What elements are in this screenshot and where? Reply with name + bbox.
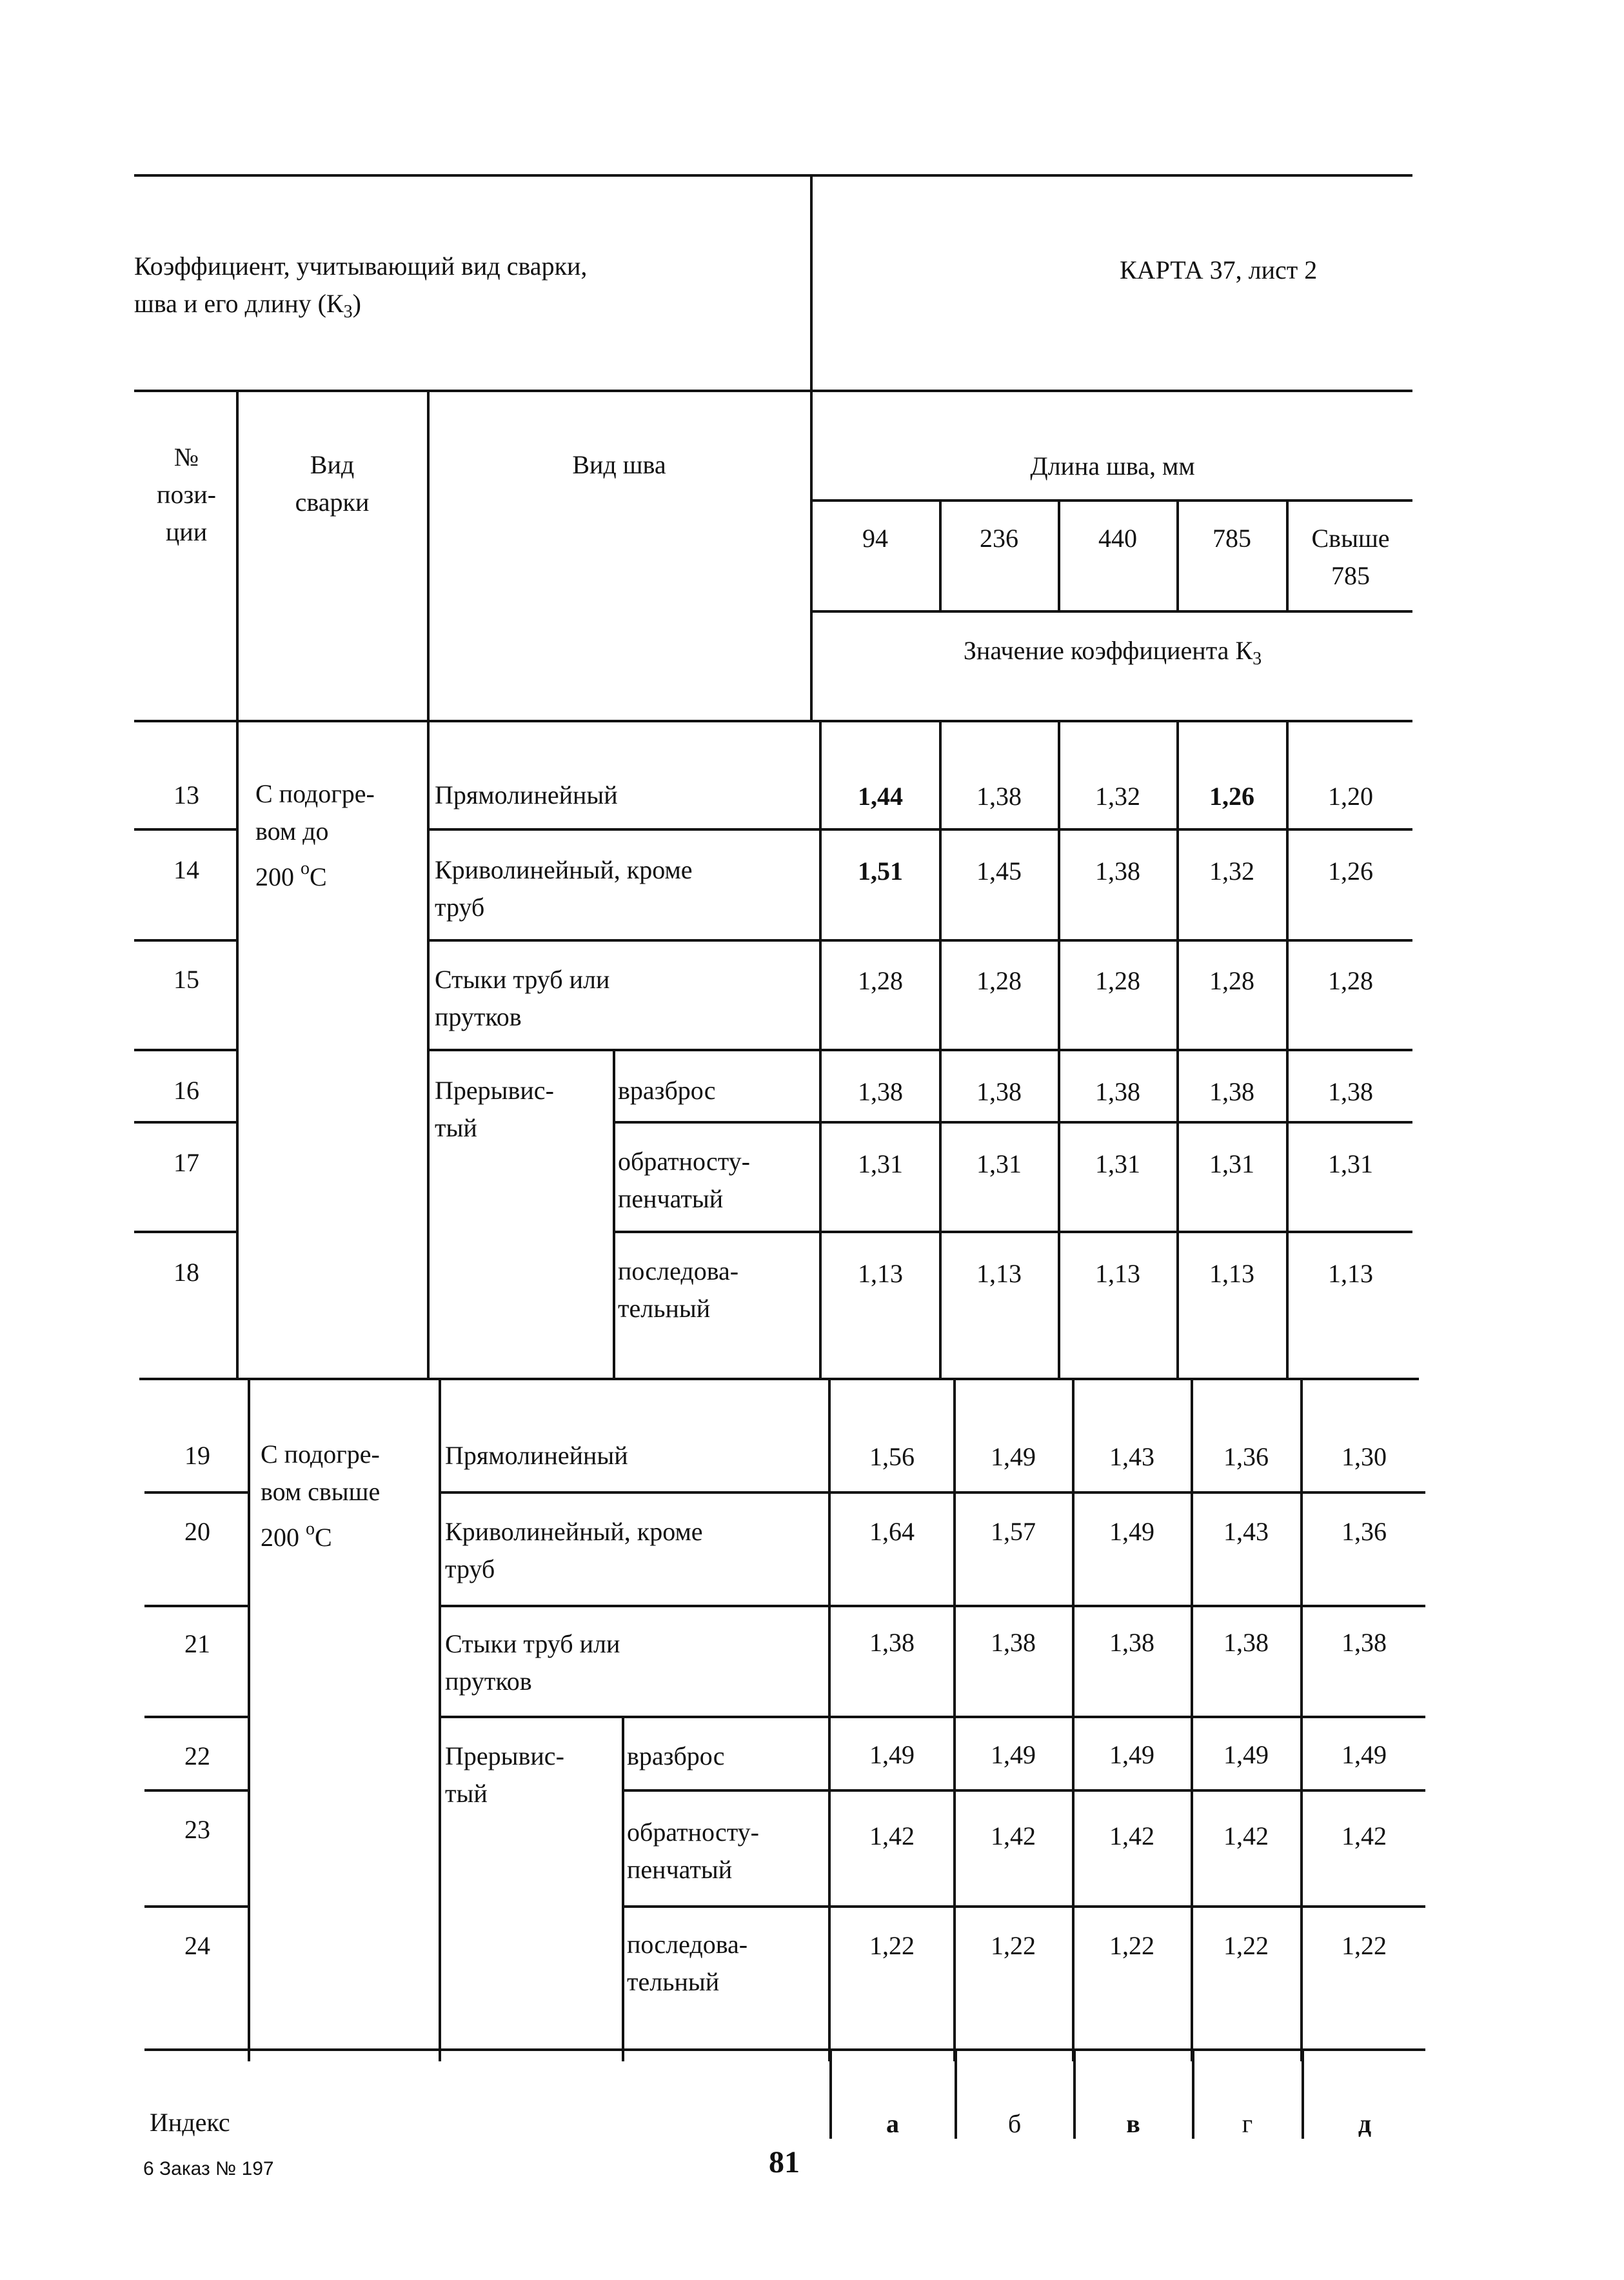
group-1-label: [255, 775, 375, 896]
rule-r14-seam: [427, 939, 1412, 942]
row-17-val-a: 1,31: [858, 1149, 903, 1178]
group-2-degree: о: [306, 1519, 315, 1539]
row-15-pos: 15: [173, 965, 199, 994]
g2-line-sub: [622, 1716, 624, 2061]
row-23-val-b: 1,42: [991, 1821, 1036, 1850]
table-title-symbol-close: ): [352, 289, 361, 318]
header-length-785: 785: [1213, 524, 1251, 553]
row-13-val-d: 1,20: [1328, 782, 1373, 811]
seam-sequential-l2: тельный: [618, 1294, 711, 1323]
rule-r20: [144, 1605, 248, 1607]
row-15-val-b: 1,28: [976, 966, 1022, 995]
table-title-line2-text: шва и его длину: [134, 289, 312, 318]
rule-r15: [134, 1049, 236, 1051]
row-22-val-b: 1,49: [991, 1740, 1036, 1769]
header-length-94: 94: [862, 524, 888, 553]
row-16-val-d: 1,38: [1328, 1077, 1373, 1106]
header-length-over-l2: 785: [1331, 561, 1370, 590]
page-number: 81: [769, 2145, 800, 2179]
row-13-val-b: 1,38: [976, 782, 1022, 811]
header-coefficient: [813, 632, 1412, 678]
row-13-val-g: 1,26: [1209, 782, 1254, 811]
row-14-val-a: 1,51: [858, 857, 903, 886]
seam-backstep-l1: обратносту-: [618, 1147, 750, 1176]
rule-r21-seam: [439, 1716, 1425, 1718]
index-letter-g: г: [1242, 2109, 1253, 2138]
seam-intermittent-2-l1: Прерывис-: [445, 1741, 564, 1770]
index-letter-d: д: [1358, 2109, 1372, 2138]
row-16-val-a: 1,38: [858, 1077, 903, 1106]
row-16-val-b: 1,38: [976, 1077, 1022, 1106]
header-length-over: [1289, 520, 1412, 595]
seam-backstep: [618, 1143, 750, 1218]
row-14-val-b: 1,45: [976, 857, 1022, 886]
seam-backstep-2-l2: пенчатый: [627, 1855, 733, 1884]
row-24-val-a: 1,22: [869, 1931, 915, 1960]
row-21-pos: 21: [184, 1629, 210, 1658]
row-23-pos: 23: [184, 1815, 210, 1844]
seam-scattered-2: вразброс: [627, 1741, 725, 1770]
row-20-val-b: 1,57: [991, 1517, 1036, 1546]
seam-curved: [435, 851, 693, 926]
row-20-pos: 20: [184, 1517, 210, 1546]
row-24-val-v: 1,22: [1109, 1931, 1154, 1960]
seam-curved-l2: труб: [435, 893, 485, 922]
row-22-val-v: 1,49: [1109, 1740, 1154, 1769]
row-24-val-d: 1,22: [1342, 1931, 1387, 1960]
row-15-val-v: 1,28: [1095, 966, 1140, 995]
row-22-val-a: 1,49: [869, 1740, 915, 1769]
header-weld-type-l2: сварки: [295, 488, 370, 517]
rule-r21: [144, 1716, 248, 1718]
rule-r17-sub: [613, 1231, 1412, 1233]
table-title-line2: [134, 285, 587, 331]
index-letter-v: в: [1126, 2109, 1140, 2138]
header-position-l2: пози-: [157, 480, 216, 509]
rule-group-2-bottom: [144, 2048, 1425, 2051]
row-14-pos: 14: [173, 855, 199, 884]
row-24-val-g: 1,22: [1223, 1931, 1269, 1960]
seam-scattered: вразброс: [618, 1076, 716, 1105]
seam-sequential-l1: последова-: [618, 1256, 739, 1285]
row-13-val-v: 1,32: [1095, 782, 1140, 811]
row-16-pos: 16: [173, 1076, 199, 1105]
rule-length-label: [810, 499, 1412, 502]
row-21-val-b: 1,38: [991, 1628, 1036, 1657]
rule-r14: [134, 939, 236, 942]
table-title-symbol-sub: 3: [343, 302, 353, 322]
row-22-pos: 22: [184, 1741, 210, 1770]
seam-sequential-2: [627, 1926, 748, 2001]
row-22-val-d: 1,49: [1342, 1740, 1387, 1769]
row-15-val-d: 1,28: [1328, 966, 1373, 995]
seam-joints-l2: прутков: [435, 1002, 522, 1031]
col-line-position: [236, 390, 239, 722]
row-23-val-a: 1,42: [869, 1821, 915, 1850]
seam-joints: [435, 961, 609, 1036]
seam-sequential: [618, 1253, 738, 1327]
header-coefficient-sub: 3: [1253, 649, 1262, 669]
row-19-val-a: 1,56: [869, 1442, 915, 1471]
row-16-val-v: 1,38: [1095, 1077, 1140, 1106]
row-13-pos: 13: [173, 780, 199, 809]
g2-line-weld-type: [439, 1378, 441, 2061]
g1-line-position: [236, 720, 239, 1380]
row-23-val-g: 1,42: [1223, 1821, 1269, 1850]
row-21-val-a: 1,38: [869, 1628, 915, 1657]
seam-backstep-2: [627, 1814, 759, 1888]
rule-r15-seam: [427, 1049, 1412, 1051]
order-number: 6 Заказ № 197: [143, 2158, 274, 2179]
row-18-val-b: 1,13: [976, 1259, 1022, 1288]
col-line-weld-type: [427, 390, 430, 722]
group-2-unit: С: [315, 1523, 332, 1552]
seam-curved-2-l1: Криволинейный, кроме: [445, 1517, 703, 1546]
row-17-val-v: 1,31: [1095, 1149, 1140, 1178]
row-16-val-g: 1,38: [1209, 1077, 1254, 1106]
seam-curved-2: [445, 1513, 703, 1588]
rule-r20-seam: [439, 1605, 1425, 1607]
rule-r22-sub: [622, 1789, 1425, 1792]
row-19-val-v: 1,43: [1109, 1442, 1154, 1471]
row-20-val-g: 1,43: [1223, 1517, 1269, 1546]
rule-header-bottom: [134, 720, 1412, 722]
g2-line-position: [248, 1378, 250, 2061]
card-label: КАРТА 37, лист 2: [1120, 255, 1318, 284]
group-1-label-l1: С подогре-: [255, 779, 375, 808]
row-24-pos: 24: [184, 1931, 210, 1960]
index-letter-b: б: [1007, 2109, 1022, 2138]
row-18-val-d: 1,13: [1328, 1259, 1373, 1288]
rule-r23-sub: [622, 1905, 1425, 1908]
rule-r13: [134, 828, 236, 831]
row-23-val-d: 1,42: [1342, 1821, 1387, 1850]
rule-r17: [134, 1231, 236, 1233]
seam-backstep-2-l1: обратносту-: [627, 1818, 759, 1847]
row-24-val-b: 1,22: [991, 1931, 1036, 1960]
row-23-val-v: 1,42: [1109, 1821, 1154, 1850]
g2-line-values: [828, 1378, 831, 2061]
group-1-unit: С: [310, 862, 327, 891]
rule-r22: [144, 1789, 248, 1792]
rule-header-top: [134, 390, 1412, 392]
g1-line-sub: [613, 1050, 615, 1380]
row-20-val-a: 1,64: [869, 1517, 915, 1546]
row-17-val-b: 1,31: [976, 1149, 1022, 1178]
row-17-val-g: 1,31: [1209, 1149, 1254, 1178]
row-18-pos: 18: [173, 1258, 199, 1287]
rule-r16-sub: [613, 1121, 1412, 1124]
row-19-val-g: 1,36: [1223, 1442, 1269, 1471]
group-1-degree: о: [301, 858, 310, 878]
table-title: [134, 248, 587, 331]
row-14-val-g: 1,32: [1209, 857, 1254, 886]
group-2-temp: 200: [261, 1523, 306, 1552]
row-13-val-a: 1,44: [858, 782, 903, 811]
row-21-val-v: 1,38: [1109, 1628, 1154, 1657]
row-15-val-g: 1,28: [1209, 966, 1254, 995]
seam-straight: Прямолинейный: [435, 780, 618, 809]
row-15-val-a: 1,28: [858, 966, 903, 995]
header-weld-type: [239, 446, 426, 521]
header-weld-type-l1: Вид: [310, 450, 355, 479]
seam-joints-2: [445, 1625, 620, 1700]
seam-intermittent: [435, 1072, 554, 1147]
header-divider: [810, 174, 813, 393]
seam-intermittent-2-l2: тый: [445, 1779, 488, 1808]
seam-straight-2: Прямолинейный: [445, 1441, 628, 1470]
rule-top: [134, 174, 1412, 177]
row-18-val-g: 1,13: [1209, 1259, 1254, 1288]
row-14-val-d: 1,26: [1328, 857, 1373, 886]
row-20-val-v: 1,49: [1109, 1517, 1154, 1546]
group-2-label-l1: С подогре-: [261, 1440, 380, 1469]
rule-group-1-bottom: [139, 1378, 1419, 1380]
header-length-440: 440: [1098, 524, 1137, 553]
row-18-val-a: 1,13: [858, 1259, 903, 1288]
rule-length-values: [810, 610, 1412, 613]
rule-r23: [144, 1905, 248, 1908]
row-21-val-d: 1,38: [1342, 1628, 1387, 1657]
seam-joints-l1: Стыки труб или: [435, 965, 610, 994]
seam-curved-2-l2: труб: [445, 1554, 495, 1583]
rule-r16: [134, 1121, 236, 1124]
row-19-val-b: 1,49: [991, 1442, 1036, 1471]
row-19-pos: 19: [184, 1441, 210, 1470]
row-17-pos: 17: [173, 1148, 199, 1177]
header-position: [138, 439, 235, 551]
group-1-label-l3: [255, 850, 375, 896]
table-title-line1: Коэффициент, учитывающий вид сварки,: [134, 252, 588, 281]
seam-intermittent-2: [445, 1738, 564, 1812]
group-1-temp: 200: [255, 862, 301, 891]
index-letter-a: а: [886, 2109, 899, 2138]
index-label: Индекс: [150, 2108, 230, 2137]
row-21-val-g: 1,38: [1223, 1628, 1269, 1657]
group-2-label-l3: [261, 1511, 380, 1556]
row-18-val-v: 1,13: [1095, 1259, 1140, 1288]
seam-sequential-2-l1: последова-: [627, 1930, 748, 1959]
seam-curved-l1: Криволинейный, кроме: [435, 855, 693, 884]
row-20-val-d: 1,36: [1342, 1517, 1387, 1546]
seam-backstep-l2: пенчатый: [618, 1184, 724, 1213]
seam-sequential-2-l2: тельный: [627, 1967, 720, 1996]
seam-joints-2-l1: Стыки труб или: [445, 1629, 620, 1658]
table-title-symbol: (К: [317, 289, 344, 318]
header-length: Длина шва, мм: [1030, 451, 1195, 481]
rule-r19-seam: [439, 1491, 1425, 1494]
header-coefficient-text: Значение коэффициента К: [963, 636, 1253, 665]
group-1-label-l2: вом до: [255, 817, 329, 846]
row-14-val-v: 1,38: [1095, 857, 1140, 886]
group-2-label: [261, 1436, 380, 1556]
rule-r13-seam: [427, 828, 1412, 831]
row-17-val-d: 1,31: [1328, 1149, 1373, 1178]
header-position-l1: №: [173, 442, 199, 471]
rule-r19: [144, 1491, 248, 1494]
header-length-236: 236: [980, 524, 1018, 553]
header-length-over-l1: Свыше: [1311, 524, 1390, 553]
seam-intermittent-l1: Прерывис-: [435, 1076, 554, 1105]
group-2-label-l2: вом свыше: [261, 1477, 381, 1506]
row-22-val-g: 1,49: [1223, 1740, 1269, 1769]
row-19-val-d: 1,30: [1342, 1442, 1387, 1471]
seam-intermittent-l2: тый: [435, 1113, 477, 1142]
seam-joints-2-l2: прутков: [445, 1667, 532, 1696]
header-position-l3: ции: [165, 517, 208, 546]
header-seam-type: Вид шва: [572, 450, 666, 479]
